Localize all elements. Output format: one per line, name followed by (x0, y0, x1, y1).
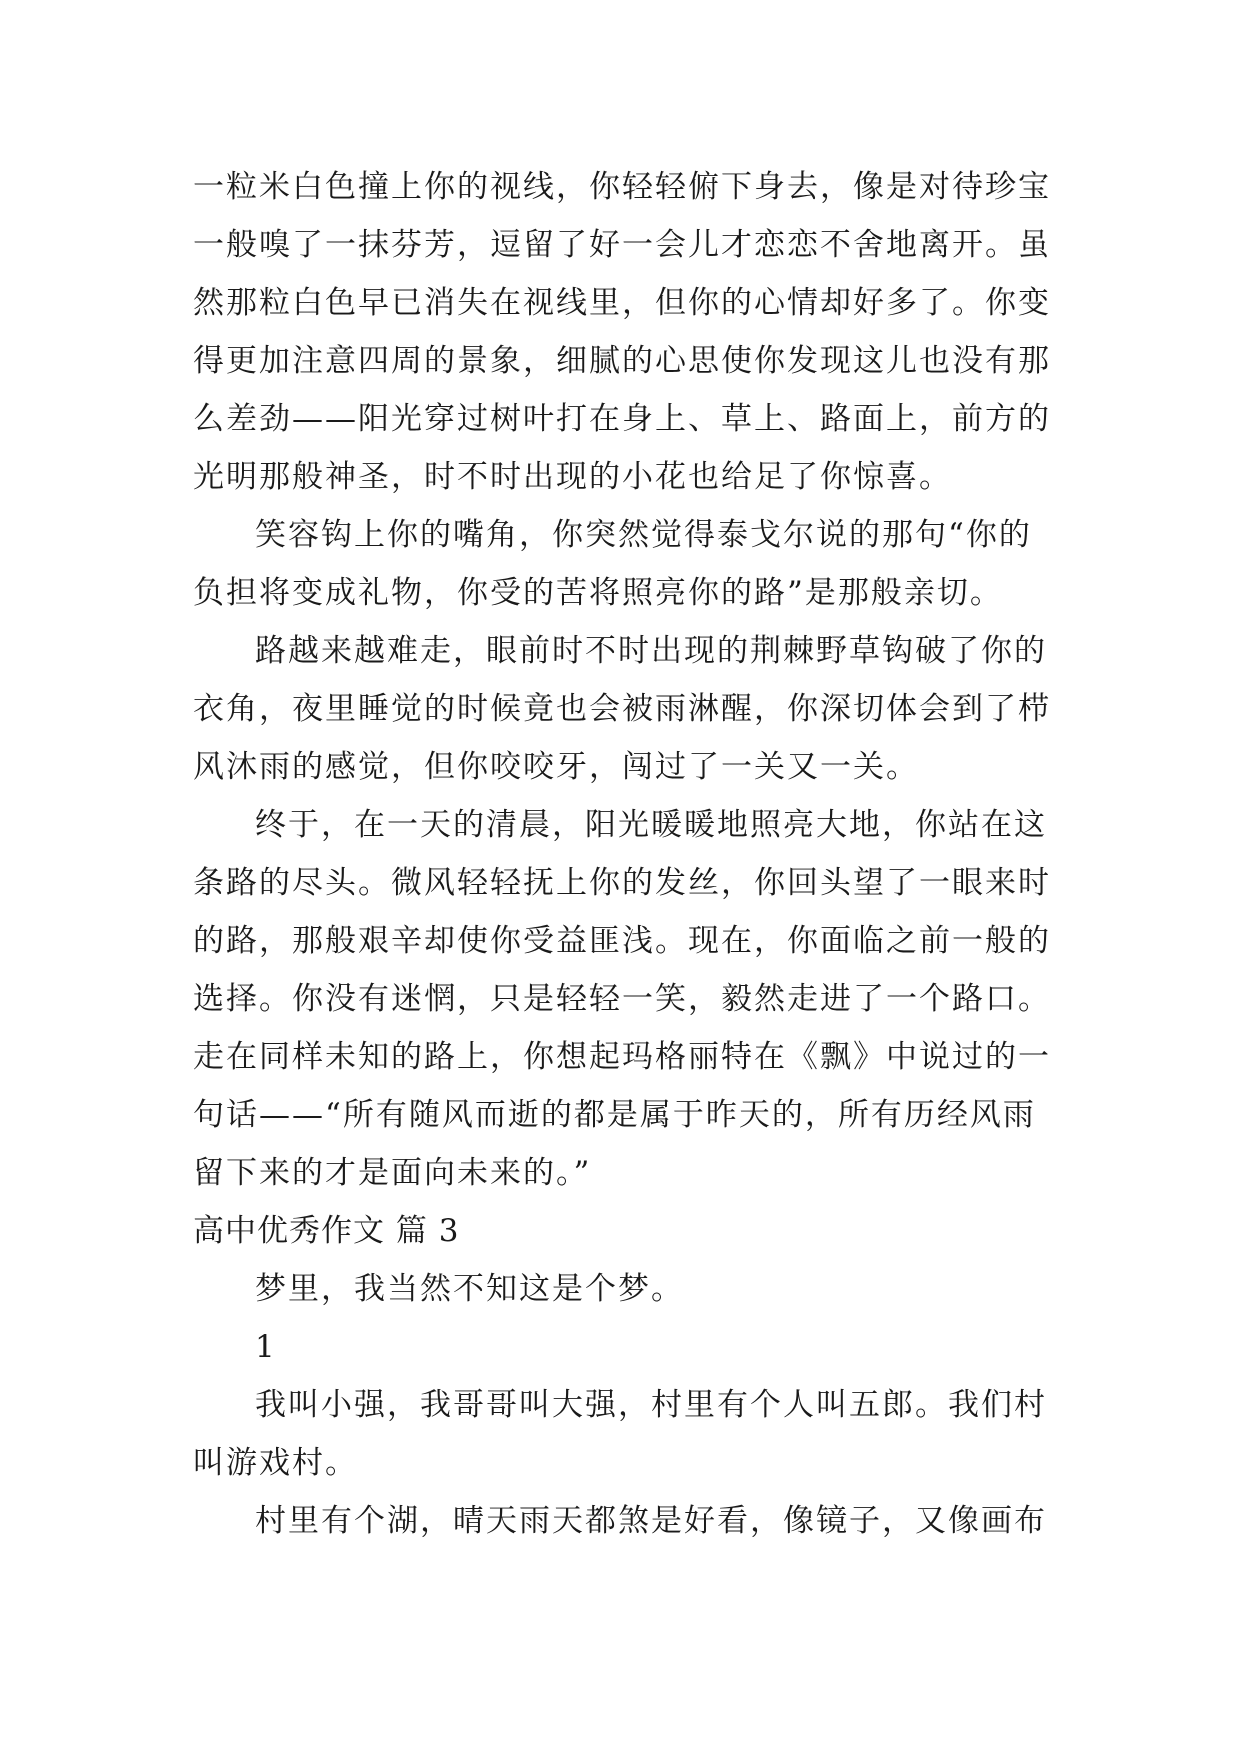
text-line: 负担将变成礼物，你受的苦将照亮你的路”是那般亲切。 (193, 575, 1003, 611)
text-line: 一粒米白色撞上你的视线，你轻轻俯下身去，像是对待珍宝 (193, 169, 1051, 205)
paragraph-start-line: 笑容钩上你的嘴角，你突然觉得泰戈尔说的那句“你的 (255, 517, 1032, 553)
text-line: 然那粒白色早已消失在视线里，但你的心情却好多了。你变 (193, 285, 1051, 321)
text-line: 句话——“所有随风而逝的都是属于昨天的，所有历经风雨 (193, 1097, 1036, 1133)
paragraph-start-line: 终于，在一天的清晨，阳光暖暖地照亮大地，你站在这 (255, 807, 1047, 843)
text-line: 光明那般神圣，时不时出现的小花也给足了你惊喜。 (193, 459, 952, 495)
paragraph-start-line: 村里有个湖，晴天雨天都煞是好看，像镜子，又像画布 (255, 1503, 1047, 1539)
essay-text (193, 158, 1053, 1550)
paragraph-start-line: 路越来越难走，眼前时不时出现的荆棘野草钩破了你的 (255, 633, 1047, 669)
text-line: 叫游戏村。 (193, 1445, 358, 1481)
text-line: 得更加注意四周的景象，细腻的心思使你发现这儿也没有那 (193, 343, 1051, 379)
paragraph-start-line: 我叫小强，我哥哥叫大强，村里有个人叫五郎。我们村 (255, 1387, 1047, 1423)
text-line: 一般嗅了一抹芬芳，逗留了好一会儿才恋恋不舍地离开。虽 (193, 227, 1051, 263)
text-line: 衣角，夜里睡觉的时候竟也会被雨淋醒，你深切体会到了栉 (193, 691, 1051, 727)
section-number: 1 (255, 1329, 277, 1365)
paragraph-start-line: 梦里，我当然不知这是个梦。 (255, 1271, 684, 1307)
text-line: 条路的尽头。微风轻轻抚上你的发丝，你回头望了一眼来时 (193, 865, 1051, 901)
text-line: 的路，那般艰辛却使你受益匪浅。现在，你面临之前一般的 (193, 923, 1051, 959)
text-line: 留下来的才是面向未来的。” (193, 1155, 592, 1191)
text-line: 风沐雨的感觉，但你咬咬牙，闯过了一关又一关。 (193, 749, 919, 785)
text-line: 选择。你没有迷惘，只是轻轻一笑，毅然走进了一个路口。 (193, 981, 1051, 1017)
section-heading: 高中优秀作文 篇 3 (193, 1213, 460, 1249)
text-line: 走在同样未知的路上，你想起玛格丽特在《飘》中说过的一 (193, 1039, 1051, 1075)
text-line: 么差劲——阳光穿过树叶打在身上、草上、路面上，前方的 (193, 401, 1051, 437)
